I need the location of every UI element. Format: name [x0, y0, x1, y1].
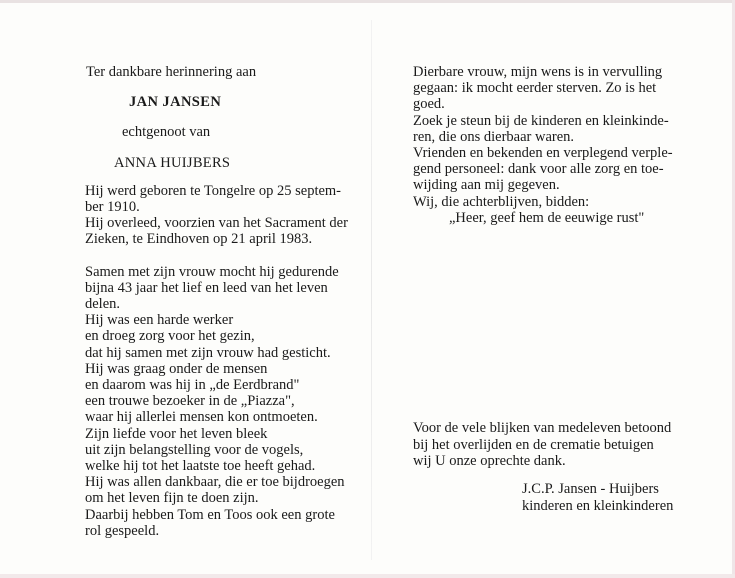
intro-text: Ter dankbare herinnering aan: [86, 64, 257, 80]
life-line: uit zijn belangstelling voor de vogels,: [85, 441, 304, 458]
thanks-line: Voor de vele blijken van medeleven betoond: [413, 420, 672, 436]
poem-line: goed.: [413, 96, 445, 113]
poem-line: gend personeel: dank voor alle zorg en toe-: [413, 161, 664, 178]
life-line: en droeg zorg voor het gezin,: [85, 328, 255, 345]
thanks-line: wij U onze oprechte dank.: [413, 453, 566, 469]
life-line: en daarom was hij in „de Eerdbrand": [85, 377, 300, 394]
life-line: om het leven fijn te doen zijn.: [85, 490, 259, 507]
life-text: [85, 264, 361, 539]
life-line: Hij was allen dankbaar, die er toe bijdroegen: [85, 474, 345, 491]
poem-line: gegaan: ik mocht eerder sterven. Zo is het: [413, 80, 657, 97]
life-line: Samen met zijn vrouw mocht hij gedurende: [85, 263, 339, 280]
life-line: bijna 43 jaar het lief en leed van het leven: [85, 279, 328, 296]
life-line: een trouwe bezoeker in de „Piazza",: [85, 393, 295, 410]
thanks-block: [413, 420, 671, 470]
life-line: rol gespeeld.: [85, 522, 160, 539]
life-line: Hij was graag onder de mensen: [85, 360, 268, 377]
poem-line: Wij, die achterblijven, bidden:: [413, 193, 590, 210]
card-edge-top: [0, 0, 735, 3]
deceased-name: JAN JANSEN: [129, 94, 222, 111]
spouse-intro: echtgenoot van: [122, 124, 211, 141]
life-line: Hij was een harde werker: [85, 312, 234, 329]
poem-line: Zoek je steun bij de kinderen en kleinkinde-: [413, 112, 669, 129]
poem-line: ren, die ons dierbaar waren.: [413, 128, 575, 145]
life-line: waar hij allerlei mensen kon ontmoeten.: [85, 409, 318, 426]
card-edge-bottom: [0, 574, 735, 578]
birth-line: Zieken, te Eindhoven op 21 april 1983.: [85, 231, 313, 248]
thanks-line: bij het overlijden en de crematie betuigen: [413, 436, 654, 453]
life-line: Zijn liefde voor het leven bleek: [85, 425, 268, 442]
birth-line: ber 1910.: [85, 199, 140, 216]
life-line: welke hij tot het laatste toe heeft gehad.: [85, 458, 316, 475]
signature-block: [522, 481, 673, 514]
life-line: Daarbij hebben Tom en Toos ook een grote: [85, 506, 335, 523]
signature-line: kinderen en kleinkinderen: [522, 497, 674, 514]
card-fold-line: [371, 20, 372, 560]
poem-line: Vrienden en bekenden en verplegend verple-: [413, 145, 673, 162]
birth-line: Hij overleed, voorzien van het Sacrament der: [85, 215, 348, 232]
poem-line: Dierbare vrouw, mijn wens is in vervulling: [413, 64, 663, 80]
birth-text: [85, 183, 361, 248]
spouse-name: ANNA HUIJBERS: [114, 154, 231, 171]
prayer-line: „Heer, geef hem de eeuwige rust": [449, 209, 645, 226]
right-page: [413, 64, 713, 226]
poem-line: wijding aan mij gegeven.: [413, 177, 560, 194]
birth-line: Hij werd geboren te Tongelre op 25 septem-: [85, 182, 342, 199]
left-page: [86, 64, 361, 539]
life-line: delen.: [85, 296, 121, 313]
signature-line: J.C.P. Jansen - Huijbers: [522, 481, 659, 497]
life-line: dat hij samen met zijn vrouw had gesticht.: [85, 344, 331, 361]
